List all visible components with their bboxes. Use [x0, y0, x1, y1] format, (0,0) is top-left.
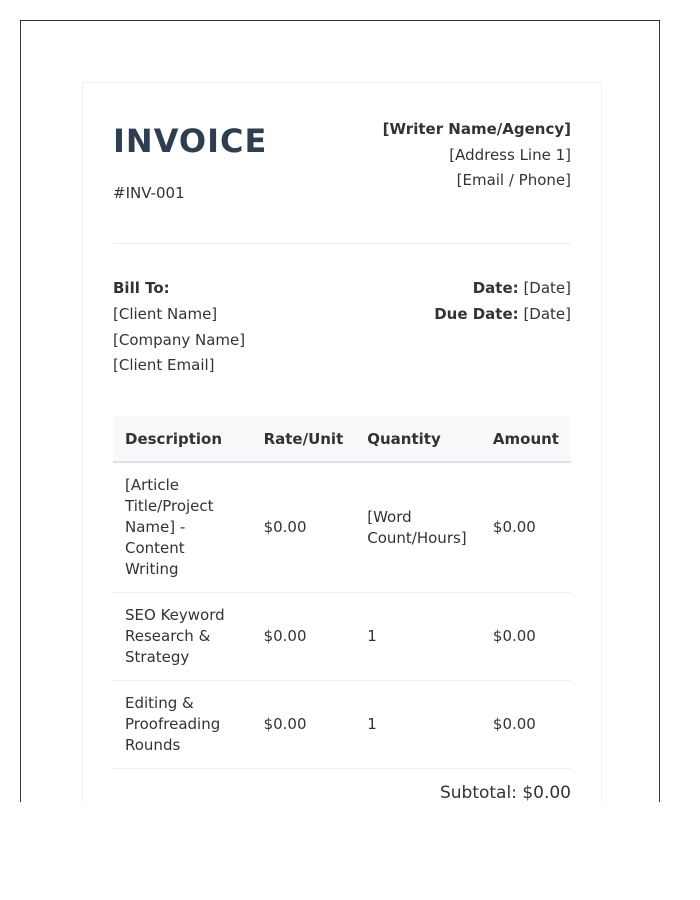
page-frame	[20, 20, 660, 802]
row-quantity: 1	[355, 681, 481, 769]
invoice-dates	[434, 276, 571, 328]
line-items-table	[113, 416, 571, 769]
table-row	[113, 462, 571, 593]
row-description: SEO Keyword Research & Strategy	[113, 593, 252, 681]
row-amount: $0.00	[481, 462, 571, 593]
header-amount: Amount	[481, 416, 571, 462]
date-line	[434, 276, 571, 302]
table-row	[113, 681, 571, 769]
row-amount: $0.00	[481, 593, 571, 681]
bill-to	[113, 276, 245, 379]
header-rate: Rate/Unit	[252, 416, 356, 462]
bill-to-label: Bill To:	[113, 279, 170, 297]
header-quantity: Quantity	[355, 416, 481, 462]
invoice-title: INVOICE	[113, 122, 268, 160]
row-quantity: [Word Count/Hours]	[355, 462, 481, 593]
invoice-header	[113, 83, 571, 243]
client-email: [Client Email]	[113, 356, 215, 375]
row-description: [Article Title/Project Name] - Content Writing	[113, 462, 252, 593]
table-header-row	[113, 416, 571, 462]
invoice-content	[113, 83, 571, 802]
due-date-value: [Date]	[523, 304, 571, 323]
header-description: Description	[113, 416, 252, 462]
sender-contact: [Email / Phone]	[456, 171, 571, 189]
row-amount: $0.00	[481, 681, 571, 769]
date-value: [Date]	[523, 279, 571, 297]
row-rate: $0.00	[252, 462, 356, 593]
row-description: Editing & Proofreading Rounds	[113, 681, 252, 769]
sender-name: [Writer Name/Agency]	[382, 120, 571, 138]
invoice-number: #INV-001	[113, 184, 185, 202]
row-rate: $0.00	[252, 681, 356, 769]
row-quantity: 1	[355, 593, 481, 681]
header-divider	[113, 243, 571, 244]
subtotal: Subtotal: $0.00	[439, 783, 571, 802]
date-label: Date:	[472, 279, 519, 297]
company-name: [Company Name]	[113, 330, 246, 349]
invoice-card	[82, 82, 602, 802]
table-row	[113, 593, 571, 681]
row-rate: $0.00	[252, 593, 356, 681]
due-date-line	[434, 302, 571, 328]
client-name: [Client Name]	[113, 304, 218, 323]
sender-info	[383, 117, 571, 194]
due-date-label: Due Date:	[434, 304, 519, 323]
sender-address: [Address Line 1]	[449, 145, 571, 164]
